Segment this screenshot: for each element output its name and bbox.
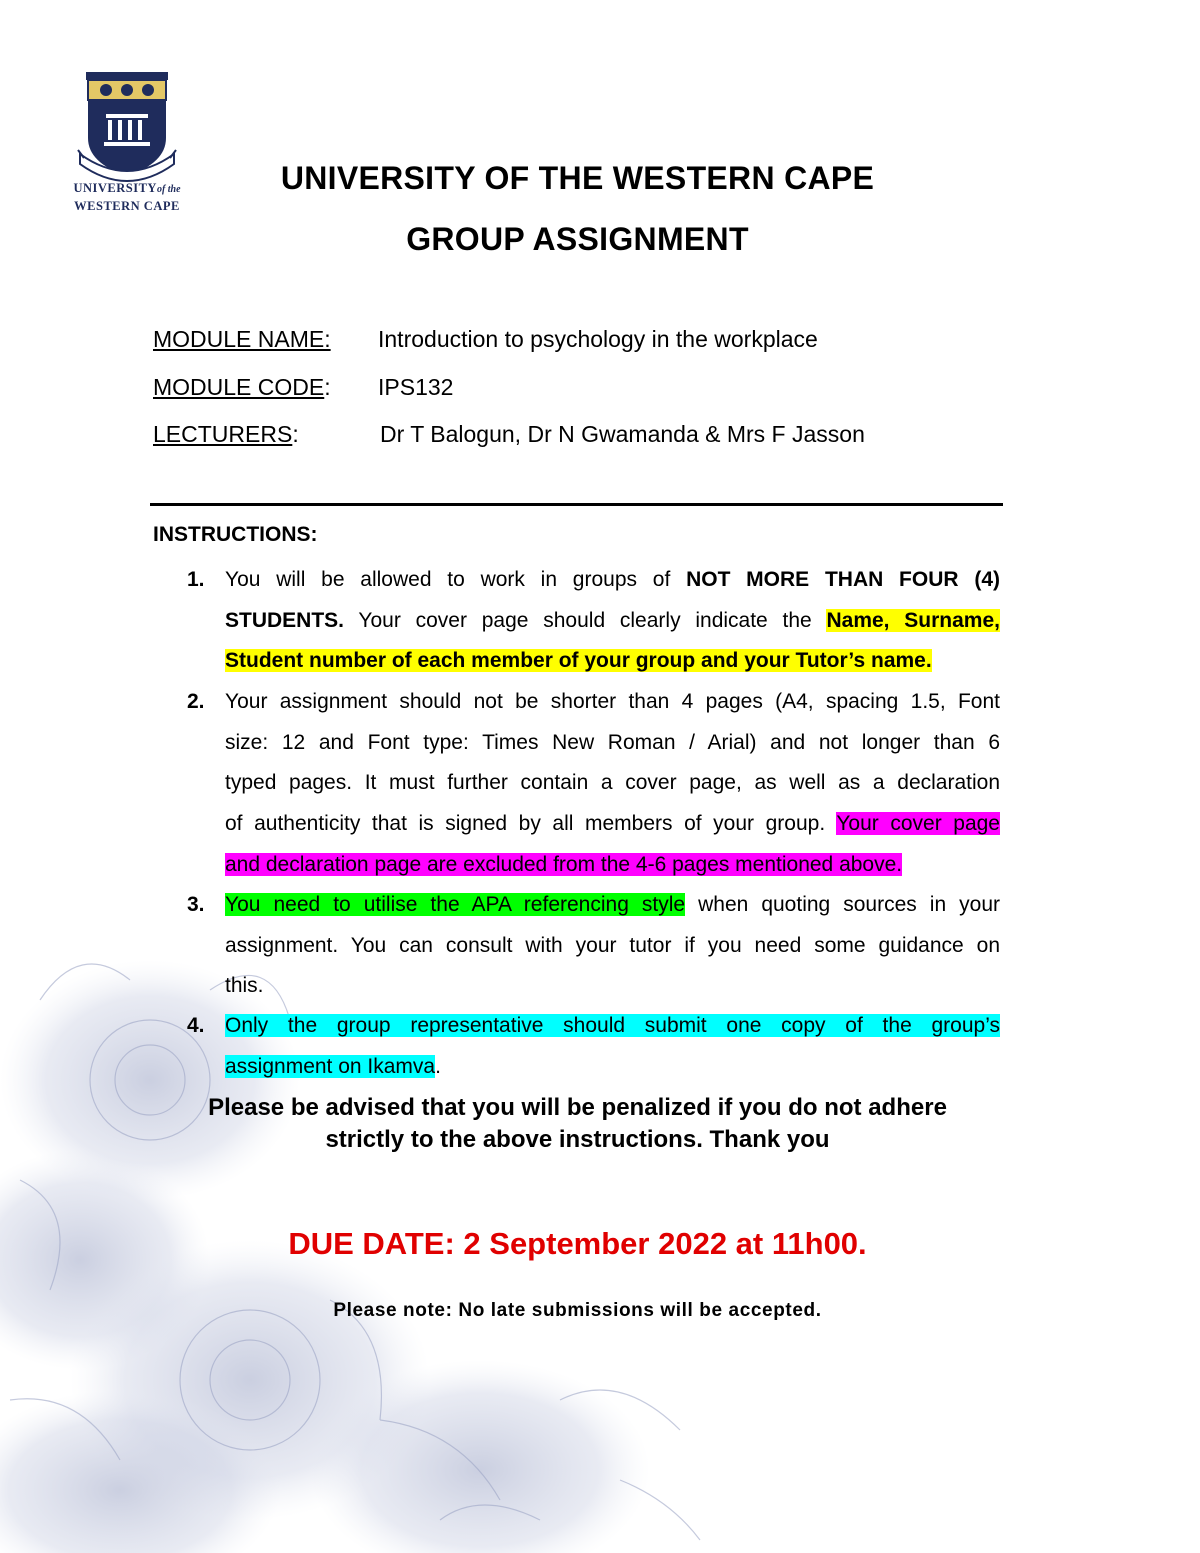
- module-code-value: IPS132: [378, 374, 454, 400]
- instruction-item-3: [187, 885, 1001, 1007]
- item-3-line-1: You need to utilise the APA referencing style when quoting sources in your: [225, 893, 1001, 916]
- module-name-label: MODULE NAME:: [153, 326, 331, 352]
- item-2-line-5: and declaration page are excluded from the 4-6 pages mentioned above.: [225, 852, 903, 876]
- module-code-label: MODULE CODE:: [153, 374, 331, 400]
- late-submission-note: Please note: No late submissions will be accepted.: [333, 1300, 822, 1321]
- crest-text-of: of the: [156, 184, 181, 195]
- item-2-line-1: Your assignment should not be shorter than 4 pages (A4, spacing 1.5, Font: [225, 690, 1000, 713]
- item-1-line-3: Student number of each member of your group and your Tutor’s name.: [225, 649, 932, 673]
- item-2-line-4: of authenticity that is signed by all members of your group. Your cover page: [225, 812, 1000, 836]
- instruction-item-4: [187, 1006, 1000, 1087]
- item-number: 2.: [187, 690, 205, 713]
- page-subtitle: GROUP ASSIGNMENT: [406, 221, 749, 257]
- item-3-line-3: this.: [225, 974, 264, 998]
- advice-line-2: strictly to the above instructions. Thank you: [325, 1126, 830, 1153]
- item-1-line-1: You will be allowed to work in groups of NOT MORE THAN FOUR (4): [225, 568, 1000, 591]
- lecturers-value: Dr T Balogun, Dr N Gwamanda & Mrs F Jasson: [380, 421, 865, 447]
- advice-line-1: Please be advised that you will be penalized if you do not adhere: [208, 1094, 947, 1121]
- instruction-item-2: [187, 682, 1000, 885]
- module-name-value: Introduction to psychology in the workplace: [378, 326, 818, 352]
- due-date: DUE DATE: 2 September 2022 at 11h00.: [288, 1226, 867, 1261]
- item-2-line-3: typed pages. It must further contain a cover page, as well as a declaration: [225, 771, 1000, 795]
- page-title: UNIVERSITY OF THE WESTERN CAPE: [280, 160, 875, 196]
- instruction-item-1: [187, 560, 1000, 682]
- crest-text-western-cape: WESTERN CAPE: [74, 199, 180, 213]
- divider-line: [150, 503, 1003, 506]
- item-number: 3.: [187, 893, 205, 916]
- item-4-line-1: Only the group representative should submit one copy of the group’s: [225, 1014, 1000, 1037]
- lecturers-label: LECTURERS:: [153, 421, 299, 447]
- item-2-line-2: size: 12 and Font type: Times New Roman / Arial) and not longer than 6: [225, 730, 1000, 754]
- item-3-line-2: assignment. You can consult with your tutor if you need some guidance on: [225, 933, 1000, 957]
- item-1-line-2: STUDENTS. Your cover page should clearly indicate the Name, Surname,: [225, 608, 1000, 632]
- crest-text-university: UNIVERSITY: [73, 181, 157, 195]
- instructions-heading: INSTRUCTIONS:: [153, 523, 318, 546]
- item-number: 1.: [187, 568, 205, 591]
- item-4-line-2: assignment on Ikamva.: [225, 1054, 441, 1078]
- item-number: 4.: [187, 1014, 205, 1037]
- advice-notice: [0, 1092, 1155, 1156]
